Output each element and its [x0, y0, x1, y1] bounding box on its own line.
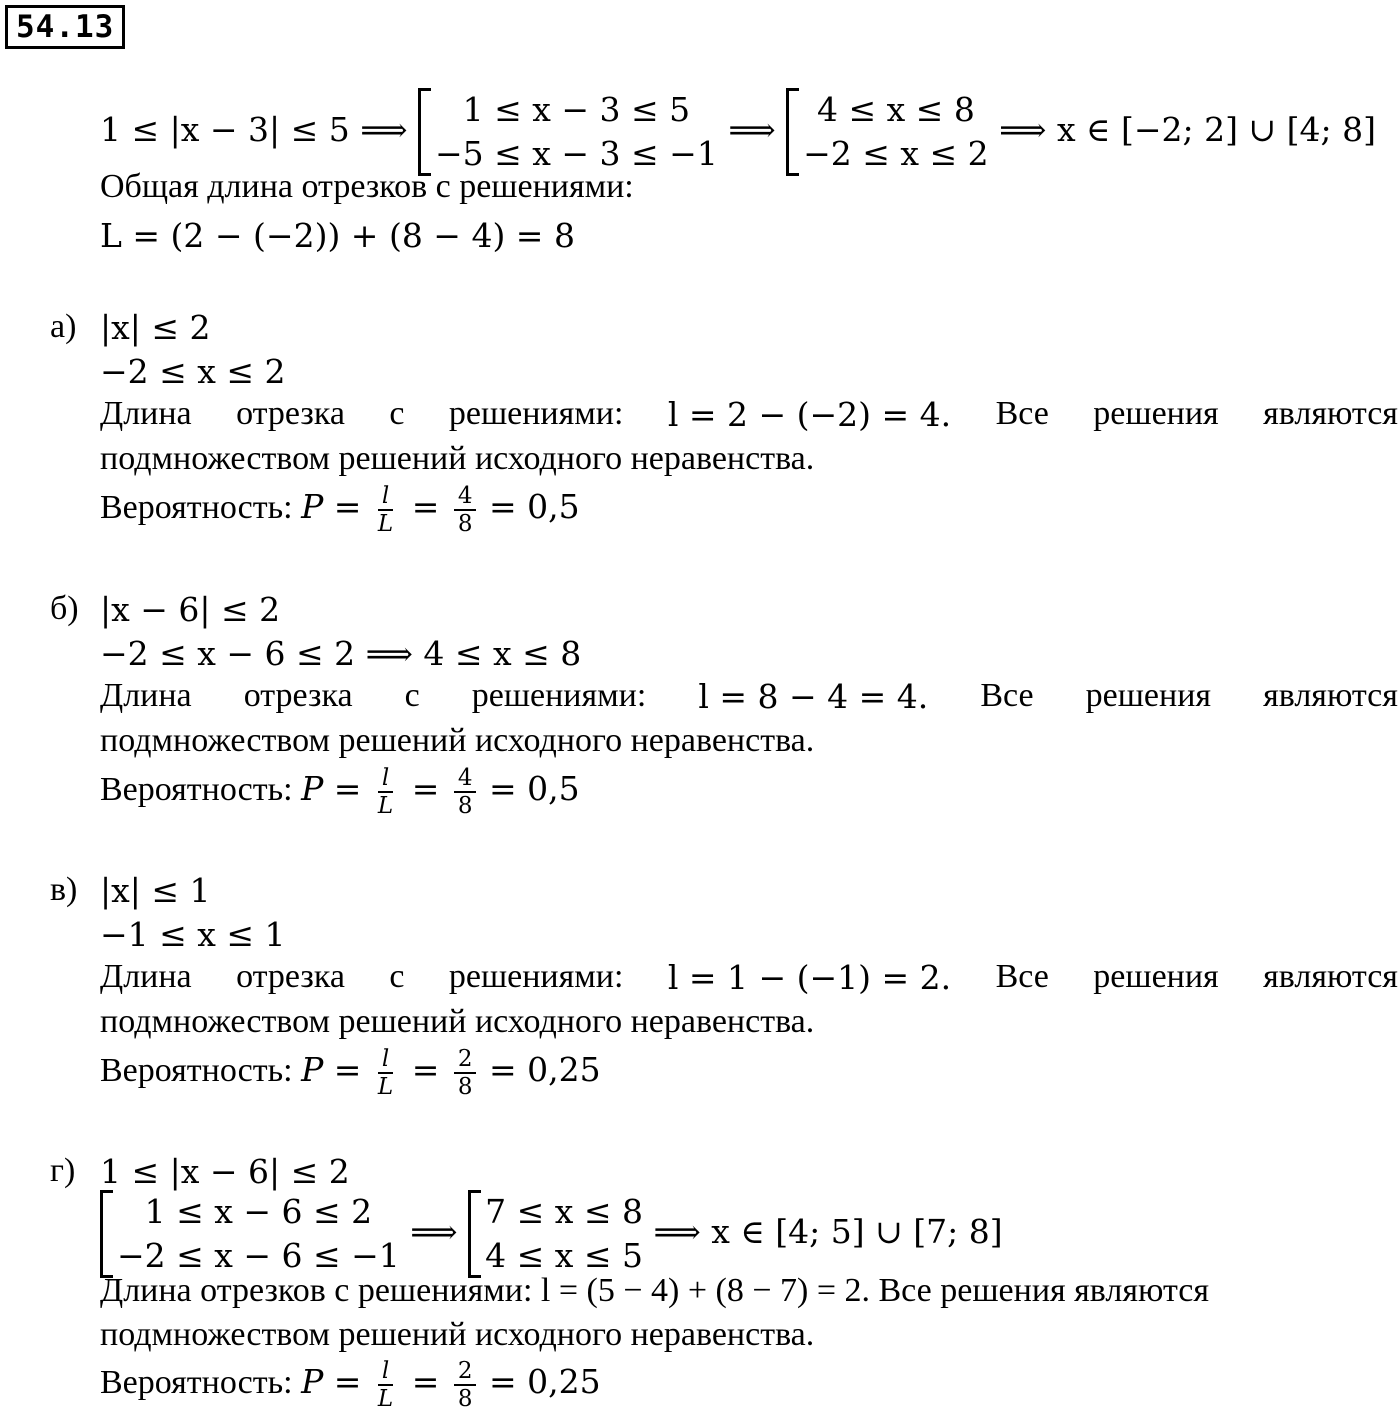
word: решениями:: [448, 395, 624, 432]
fraction: [454, 483, 477, 537]
word: Все: [995, 395, 1049, 432]
fraction: [374, 483, 397, 537]
denominator: L: [377, 793, 394, 819]
part-condition: |x| ≤ 2: [100, 308, 211, 347]
word: Все: [980, 677, 1034, 714]
intro-total-formula: L = (2 − (−2)) + (8 − 4) = 8: [100, 216, 575, 255]
system-row: 7 ≤ x ≤ 8: [485, 1192, 643, 1231]
numerator: l: [378, 483, 393, 511]
fraction: [374, 765, 397, 819]
bracket: [468, 1190, 481, 1278]
word: отрезка: [243, 677, 353, 714]
probability-result: = 0,5: [488, 486, 580, 526]
denominator: 8: [457, 511, 473, 537]
subset-text: подмножеством решений исходного неравенства.: [100, 1316, 815, 1353]
probability-lhs: P =: [301, 1361, 362, 1401]
part-inequality: −2 ≤ x − 6 ≤ 2 ⟹ 4 ≤ x ≤ 8: [100, 634, 582, 673]
fraction: [374, 1358, 397, 1412]
word: являются: [1263, 395, 1398, 432]
subset-text: подмножеством решений исходного неравенства.: [100, 722, 815, 759]
probability-line: Вероятность: P = $\frac{l}{L}$ = $\frac{2}{8}$ = 0,25: [100, 1358, 601, 1412]
fraction: [454, 1046, 477, 1100]
probability-lhs: P =: [301, 768, 362, 808]
numerator: l: [378, 1358, 393, 1386]
bracket: [100, 1190, 113, 1278]
fraction: [454, 1358, 477, 1412]
system-row: −2 ≤ x − 6 ≤ −1: [117, 1236, 400, 1275]
part-g-arrow: ⟹: [410, 1212, 458, 1251]
fraction: [454, 765, 477, 819]
probability-label: Вероятность:: [100, 1051, 293, 1089]
length-line: Длина отрезков с решениями: l = (5 − 4) + (8 − 7) = 2. Все решения являются: [100, 1272, 1209, 1309]
denominator: L: [377, 1074, 394, 1100]
denominator: 8: [457, 1386, 473, 1412]
intro-total-text: Общая длина отрезков с решениями:: [100, 168, 634, 205]
probability-lhs: P =: [301, 1049, 362, 1089]
length-line: [100, 677, 1398, 716]
intro-system-1: [418, 88, 718, 176]
word: являются: [1263, 958, 1398, 995]
word: решениями:: [471, 677, 647, 714]
word: решения: [1085, 677, 1212, 714]
system-row: −2 ≤ x ≤ 2: [803, 134, 989, 173]
length-line: [100, 958, 1398, 997]
fraction: [374, 1046, 397, 1100]
word: Длина: [100, 958, 192, 995]
part-inequality: −2 ≤ x ≤ 2: [100, 352, 286, 391]
denominator: 8: [457, 793, 473, 819]
length-formula: l = 8 − 4 = 4.: [698, 677, 929, 716]
numerator: 2: [454, 1046, 477, 1074]
bracket: [786, 88, 799, 176]
probability-label: Вероятность:: [100, 770, 293, 808]
part-label: б): [50, 590, 79, 627]
length-formula: l = 1 − (−1) = 2.: [667, 958, 952, 997]
numerator: l: [378, 1046, 393, 1074]
numerator: 2: [454, 1358, 477, 1386]
word: решения: [1093, 395, 1219, 432]
part-inequality: −1 ≤ x ≤ 1: [100, 915, 286, 954]
length-formula: l = 2 − (−2) = 4.: [667, 395, 952, 434]
subset-text: подмножеством решений исходного неравенства.: [100, 440, 815, 477]
word: являются: [1263, 677, 1398, 714]
part-condition: |x − 6| ≤ 2: [100, 590, 281, 629]
numerator: 4: [454, 765, 477, 793]
part-g-systems: [100, 1190, 1003, 1278]
system-row: 1 ≤ x − 6 ≤ 2: [144, 1192, 373, 1231]
probability-lhs: P =: [301, 486, 362, 526]
word: отрезка: [236, 958, 345, 995]
word: решениями:: [448, 958, 624, 995]
part-label: г): [50, 1152, 76, 1189]
intro-arrow: ⟹: [728, 110, 776, 149]
probability-line: Вероятность: P = $\frac{l}{L}$ = $\frac{2}{8}$ = 0,25: [100, 1046, 601, 1100]
word: с: [389, 958, 405, 995]
length-line: [100, 395, 1398, 434]
probability-result: = 0,5: [488, 768, 580, 808]
part-condition: |x| ≤ 1: [100, 871, 211, 910]
numerator: 4: [454, 483, 477, 511]
word: с: [404, 677, 420, 714]
problem-number: 54.13: [5, 5, 125, 49]
word: отрезка: [236, 395, 345, 432]
probability-label: Вероятность:: [100, 488, 293, 526]
probability-label: Вероятность:: [100, 1363, 293, 1401]
subset-text: подмножеством решений исходного неравенства.: [100, 1003, 815, 1040]
part-label: а): [50, 308, 77, 345]
system-row: 4 ≤ x ≤ 8: [816, 90, 975, 129]
system-row: 1 ≤ x − 3 ≤ 5: [462, 90, 691, 129]
word: решения: [1093, 958, 1219, 995]
probability-line: Вероятность: P = $\frac{l}{L}$ = $\frac{4}{8}$ = 0,5: [100, 483, 580, 537]
part-condition: 1 ≤ |x − 6| ≤ 2: [100, 1152, 350, 1191]
numerator: l: [378, 765, 393, 793]
word: Длина: [100, 395, 192, 432]
intro-rhs: ⟹ x ∈ [−2; 2] ∪ [4; 8]: [999, 110, 1376, 149]
bracket: [418, 88, 431, 176]
word: с: [389, 395, 405, 432]
probability-result: = 0,25: [488, 1361, 601, 1401]
intro-lhs: 1 ≤ |x − 3| ≤ 5 ⟹: [100, 110, 408, 149]
denominator: 8: [457, 1074, 473, 1100]
word: Все: [995, 958, 1049, 995]
denominator: L: [377, 511, 394, 537]
probability-result: = 0,25: [488, 1049, 601, 1089]
part-g-rhs: ⟹ x ∈ [4; 5] ∪ [7; 8]: [653, 1212, 1003, 1251]
system-row: −5 ≤ x − 3 ≤ −1: [435, 134, 718, 173]
intro-system-2: [786, 88, 989, 176]
probability-line: Вероятность: P = $\frac{l}{L}$ = $\frac{4}{8}$ = 0,5: [100, 765, 580, 819]
part-g-system-1: [100, 1190, 400, 1278]
part-label: в): [50, 871, 78, 908]
intro-equation: [100, 88, 1376, 176]
part-g-system-2: [468, 1190, 643, 1278]
denominator: L: [377, 1386, 394, 1412]
system-row: 4 ≤ x ≤ 5: [485, 1236, 643, 1275]
word: Длина: [100, 677, 192, 714]
